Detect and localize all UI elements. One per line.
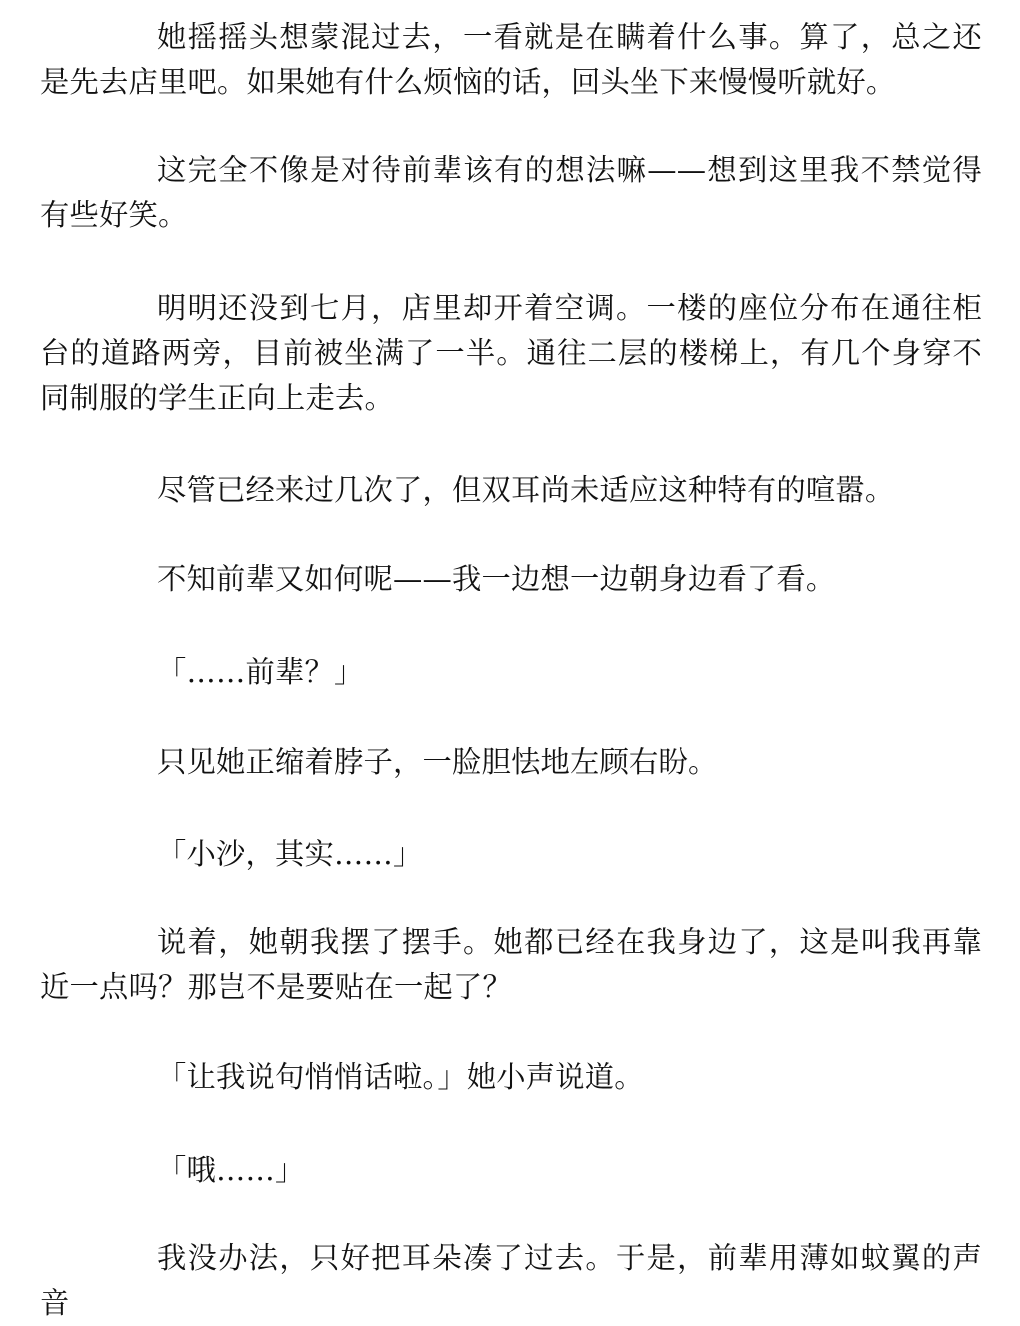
paragraph: 说着，她朝我摆了摆手。她都已经在我身边了，这是叫我再靠近一点吗？那岂不是要贴在一起了？ xyxy=(40,925,982,1004)
paragraph: 这完全不像是对待前辈该有的想法嘛——想到这里我不禁觉得有些好笑。 xyxy=(40,153,982,232)
paragraph: 「……前辈？」 xyxy=(157,655,364,689)
paragraph: 她摇摇头想蒙混过去，一看就是在瞒着什么事。算了，总之还是先去店里吧。如果她有什么烦恼的话，回头坐下来慢慢听就好。 xyxy=(40,20,982,99)
book-page xyxy=(40,0,982,1320)
paragraph: 「小沙，其实……」 xyxy=(157,837,423,871)
paragraph: 「让我说句悄悄话啦。」她小声说道。 xyxy=(157,1060,644,1094)
paragraph: 「哦……」 xyxy=(157,1153,305,1187)
paragraph: 明明还没到七月，店里却开着空调。一楼的座位分布在通往柜台的道路两旁，目前被坐满了一半。通往二层的楼梯上，有几个身穿不同制服的学生正向上走去。 xyxy=(40,291,982,415)
paragraph: 只见她正缩着脖子，一脸胆怯地左顾右盼。 xyxy=(157,745,718,779)
paragraph: 我没办法，只好把耳朵凑了过去。于是，前辈用薄如蚊翼的声音 xyxy=(40,1241,982,1320)
paragraph: 尽管已经来过几次了，但双耳尚未适应这种特有的喧嚣。 xyxy=(157,473,895,507)
paragraph: 不知前辈又如何呢——我一边想一边朝身边看了看。 xyxy=(157,562,836,596)
